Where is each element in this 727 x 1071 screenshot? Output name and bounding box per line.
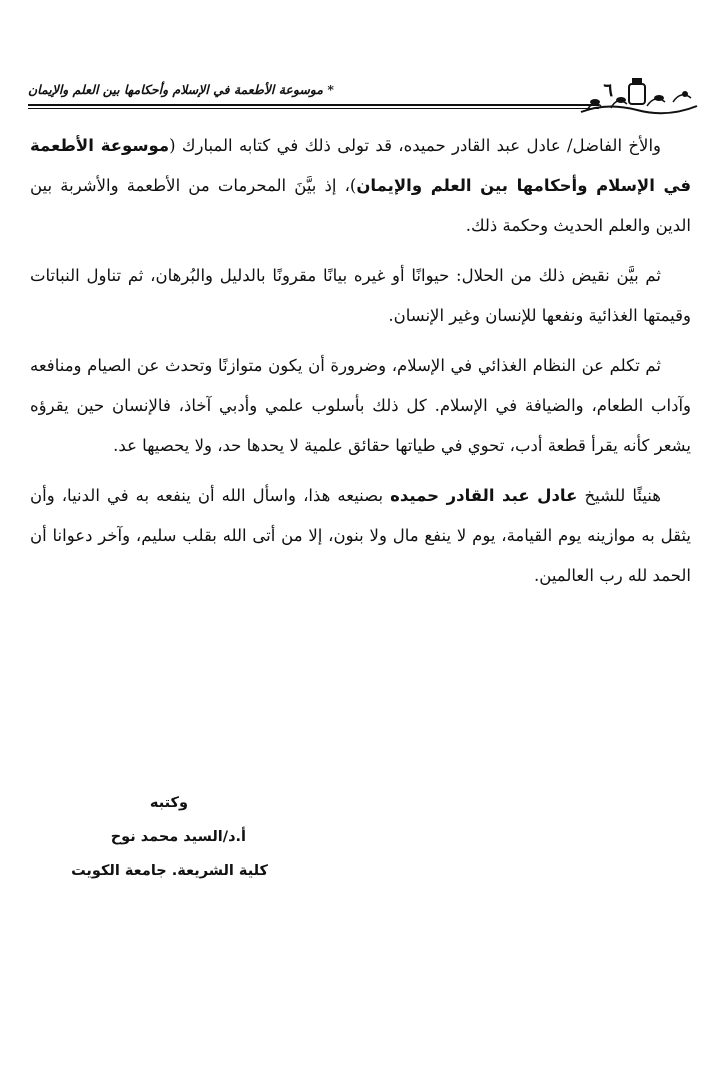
header-rule	[28, 104, 599, 109]
signature-affiliation: كلية الشريعة. جامعة الكويت	[71, 863, 268, 879]
paragraph-4	[30, 476, 691, 596]
book-title: موسوعة الأطعمة في الإسلام وأحكامها بين العلم والإيمان	[30, 136, 691, 195]
paragraph-4-part1: هنيئًا للشيخ	[577, 486, 661, 505]
running-title: * موسوعة الأطعمة في الإسلام وأحكامها بين العلم والإيمان	[28, 82, 334, 97]
paragraph-1	[30, 126, 691, 246]
floral-ornament-icon	[577, 72, 701, 118]
paragraph-1-part1: والأخ الفاضل/ عادل عبد القادر حميده، قد تولى ذلك في كتابه المبارك (	[169, 136, 661, 155]
running-header	[28, 72, 709, 120]
paragraph-3: ثم تكلم عن النظام الغذائي في الإسلام، وضرورة أن يكون متوازنًا وتحدث عن الصيام ومنافعه وآداب الطعام، والضيافة في الإسلام. كل ذلك بأسلوب علمي وأدبي آخاذ، فالإنسان حين يقرؤه يشعر كأنه يقرأ قطعة أدب، تحوي في طياتها حقائق علمية لا يحدها حد، ولا يحصيها عد.	[30, 356, 691, 455]
signature-block	[38, 786, 268, 888]
page-number: ٦	[603, 80, 613, 101]
author-name-mention: عادل عبد القادر حميده	[390, 486, 578, 505]
signature-author: أ.د/السيد محمد نوح	[110, 829, 246, 845]
signature-wrote: وكتبه	[149, 795, 188, 811]
paragraph-4-part2: بصنيعه هذا، واسأل الله أن ينفعه به في الدنيا، وأن يثقل به موازينه يوم القيامة، يوم لا ينفع مال ولا بنون، إلا من أتى الله بقلب سليم، وآخر دعوانا أن الحمد لله رب العالمين.	[30, 486, 691, 585]
paragraph-1-part2: )، إذ بيَّنَ المحرمات من الأطعمة والأشربة بين الدين والعلم الحديث وحكمة ذلك.	[30, 176, 691, 235]
paragraph-2: ثم بيَّن نقيض ذلك من الحلال: حيوانًا أو غيره بيانًا مقرونًا بالدليل والبُرهان، ثم تناول النباتات وقيمتها الغذائية ونفعها للإنسان وغير الإنسان.	[30, 266, 691, 325]
main-text	[30, 126, 691, 606]
